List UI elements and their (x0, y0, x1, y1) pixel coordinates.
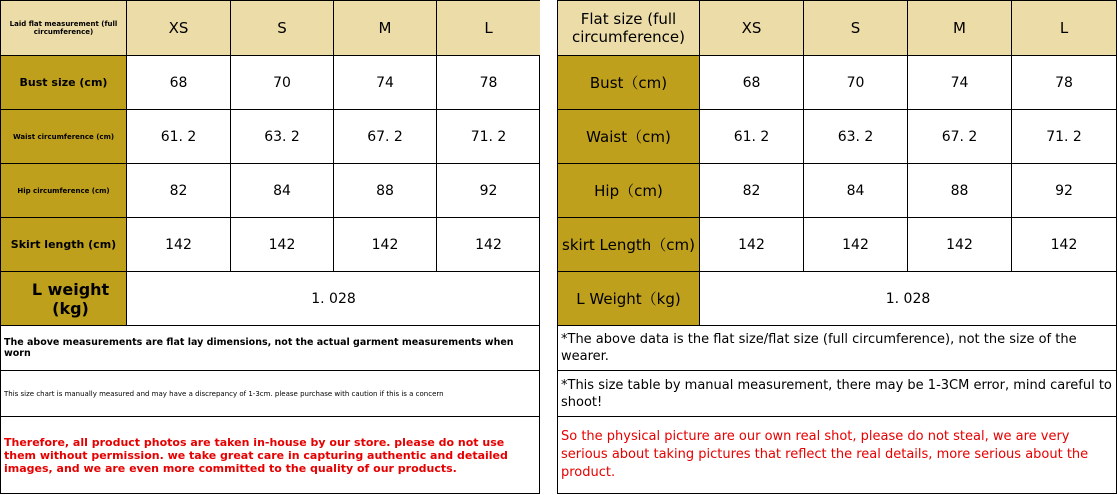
left-hip-m: 88 (334, 164, 437, 218)
left-size-m-header: M (334, 1, 437, 56)
left-waist-l: 71. 2 (437, 110, 540, 164)
right-note-photo-copyright: So the physical picture are our own real shot, please do not steal, we are very serious about taking pictures that reflect the real details, more serious about the product. (561, 429, 1089, 480)
left-skirt-length-s: 142 (231, 218, 334, 272)
left-skirt-length-m: 142 (334, 218, 437, 272)
right-bust-l: 78 (1012, 56, 1116, 110)
right-skirt-length-l: 142 (1012, 218, 1116, 272)
left-waist-m: 67. 2 (334, 110, 437, 164)
left-waist-xs: 61. 2 (127, 110, 231, 164)
left-note-photo-copyright: Therefore, all product photos are taken in-house by our store. please do not use them without permission. we take great care in capturing authentic and detailed images, and we are even more committed to the quality of our products. (4, 435, 508, 475)
left-size-l-header: L (437, 1, 540, 56)
left-size-chart (0, 0, 540, 494)
right-bust-m: 74 (908, 56, 1012, 110)
right-skirt-length-xs: 142 (700, 218, 804, 272)
left-hip-s: 84 (231, 164, 334, 218)
right-size-l-header: L (1012, 1, 1116, 56)
right-waist-xs: 61. 2 (700, 110, 804, 164)
right-size-m-header: M (908, 1, 1012, 56)
left-bust-l: 78 (437, 56, 540, 110)
right-hip-s: 84 (804, 164, 908, 218)
right-waist-m: 67. 2 (908, 110, 1012, 164)
left-size-table (1, 1, 539, 326)
left-bust-label: Bust size (cm) (1, 56, 127, 110)
right-skirt-length-s: 142 (804, 218, 908, 272)
right-bust-label: Bust（cm) (558, 56, 700, 110)
left-weight-value: 1. 028 (127, 272, 540, 326)
left-skirt-length-label: Skirt length (cm) (1, 218, 127, 272)
right-corner-header: Flat size (full circumference) (558, 1, 700, 56)
right-skirt-length-label: skirt Length（cm) (558, 218, 700, 272)
right-notes (558, 325, 1116, 493)
right-waist-l: 71. 2 (1012, 110, 1116, 164)
left-skirt-length-xs: 142 (127, 218, 231, 272)
left-notes (1, 325, 539, 493)
right-note-flat-size: *The above data is the flat size/flat size (full circumference), not the size of the wearer. (558, 325, 1116, 371)
left-hip-label: Hip circumference (cm) (1, 164, 127, 218)
right-note-manual-measure: *This size table by manual measurement, there may be 1-3CM error, mind careful to shoot! (558, 371, 1116, 417)
right-hip-label: Hip（cm) (558, 164, 700, 218)
left-weight-label: L weight (kg) (1, 272, 127, 326)
left-size-xs-header: XS (127, 1, 231, 56)
left-hip-l: 92 (437, 164, 540, 218)
left-corner-header: Laid flat measurement (full circumference) (1, 1, 127, 56)
right-size-chart (557, 0, 1117, 494)
left-skirt-length-l: 142 (437, 218, 540, 272)
right-weight-label: L Weight（kg) (558, 272, 700, 326)
right-size-xs-header: XS (700, 1, 804, 56)
left-note-manual-measure: This size chart is manually measured and may have a discrepancy of 1-3cm. please purchase with caution if this is a concern (1, 371, 539, 417)
left-bust-m: 74 (334, 56, 437, 110)
right-waist-s: 63. 2 (804, 110, 908, 164)
right-bust-xs: 68 (700, 56, 804, 110)
left-note-flat-lay: The above measurements are flat lay dimensions, not the actual garment measurements when worn (1, 325, 539, 371)
left-bust-xs: 68 (127, 56, 231, 110)
left-waist-label: Waist circumference (cm) (1, 110, 127, 164)
right-hip-xs: 82 (700, 164, 804, 218)
right-waist-label: Waist（cm) (558, 110, 700, 164)
right-bust-s: 70 (804, 56, 908, 110)
left-size-s-header: S (231, 1, 334, 56)
right-size-table (558, 1, 1116, 326)
right-weight-value: 1. 028 (700, 272, 1116, 326)
left-hip-xs: 82 (127, 164, 231, 218)
left-bust-s: 70 (231, 56, 334, 110)
right-skirt-length-m: 142 (908, 218, 1012, 272)
left-waist-s: 63. 2 (231, 110, 334, 164)
right-hip-l: 92 (1012, 164, 1116, 218)
right-size-s-header: S (804, 1, 908, 56)
right-hip-m: 88 (908, 164, 1012, 218)
